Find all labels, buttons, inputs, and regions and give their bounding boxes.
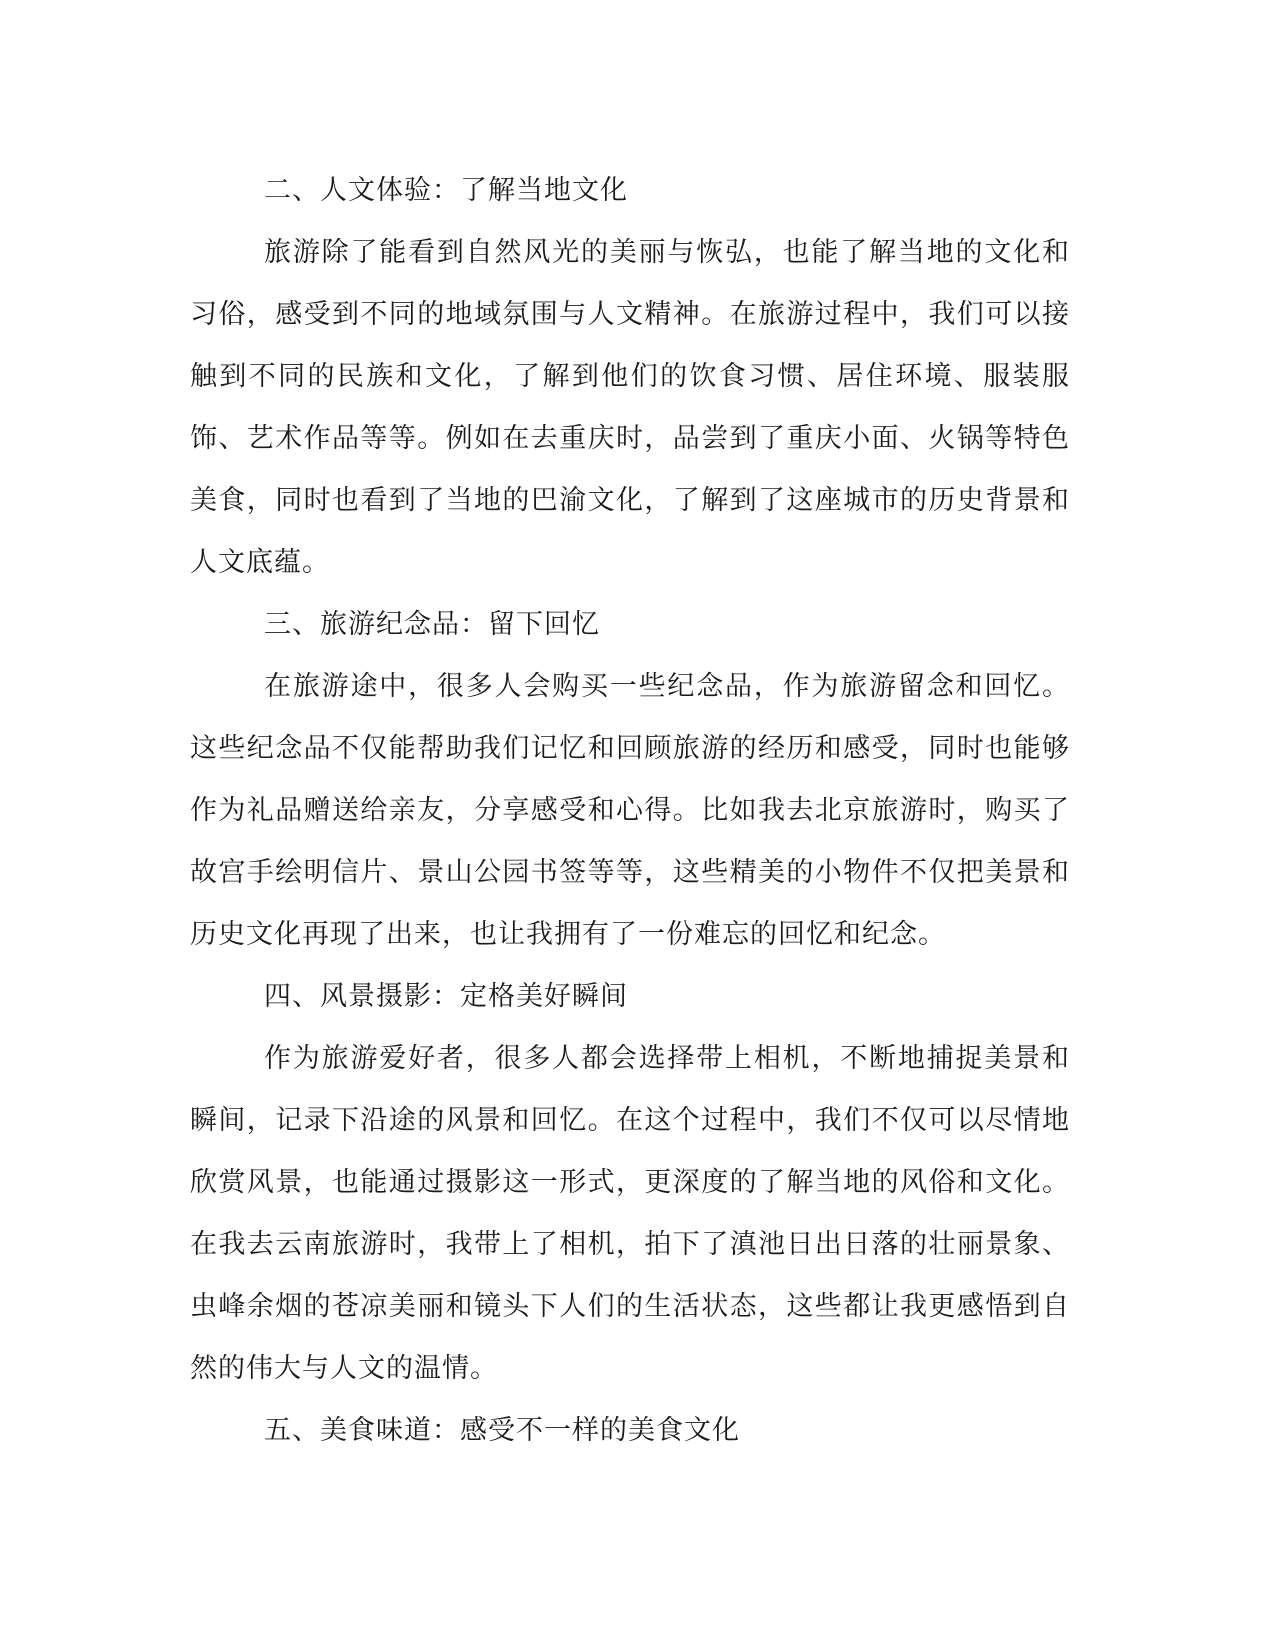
section-heading-souvenirs: 三、旅游纪念品：留下回忆	[264, 609, 600, 640]
document-page	[190, 160, 1070, 1462]
section-paragraph-culture: 旅游除了能看到自然风光的美丽与恢弘，也能了解当地的文化和习俗，感受到不同的地域氛围与人文精神。在旅游过程中，我们可以接触到不同的民族和文化，了解到他们的饮食习惯、居住环境、服装服饰、艺术作品等等。例如在去重庆时，品尝到了重庆小面、火锅等特色美食，同时也看到了当地的巴渝文化，了解到了这座城市的历史背景和人文底蕴。	[190, 237, 1070, 578]
section-heading-photography: 四、风景摄影：定格美好瞬间	[264, 981, 628, 1012]
section-heading-food: 五、美食味道：感受不一样的美食文化	[264, 1415, 740, 1446]
section-paragraph-photography: 作为旅游爱好者，很多人都会选择带上相机，不断地捕捉美景和瞬间，记录下沿途的风景和回忆。在这个过程中，我们不仅可以尽情地欣赏风景，也能通过摄影这一形式，更深度的了解当地的风俗和文化。在我去云南旅游时，我带上了相机，拍下了滇池日出日落的壮丽景象、虫峰余烟的苍凉美丽和镜头下人们的生活状态，这些都让我更感悟到自然的伟大与人文的温情。	[190, 1043, 1070, 1384]
section-heading-culture: 二、人文体验：了解当地文化	[264, 175, 628, 206]
section-paragraph-souvenirs: 在旅游途中，很多人会购买一些纪念品，作为旅游留念和回忆。这些纪念品不仅能帮助我们记忆和回顾旅游的经历和感受，同时也能够作为礼品赠送给亲友，分享感受和心得。比如我去北京旅游时，购买了故宫手绘明信片、景山公园书签等等，这些精美的小物件不仅把美景和历史文化再现了出来，也让我拥有了一份难忘的回忆和纪念。	[190, 671, 1070, 950]
